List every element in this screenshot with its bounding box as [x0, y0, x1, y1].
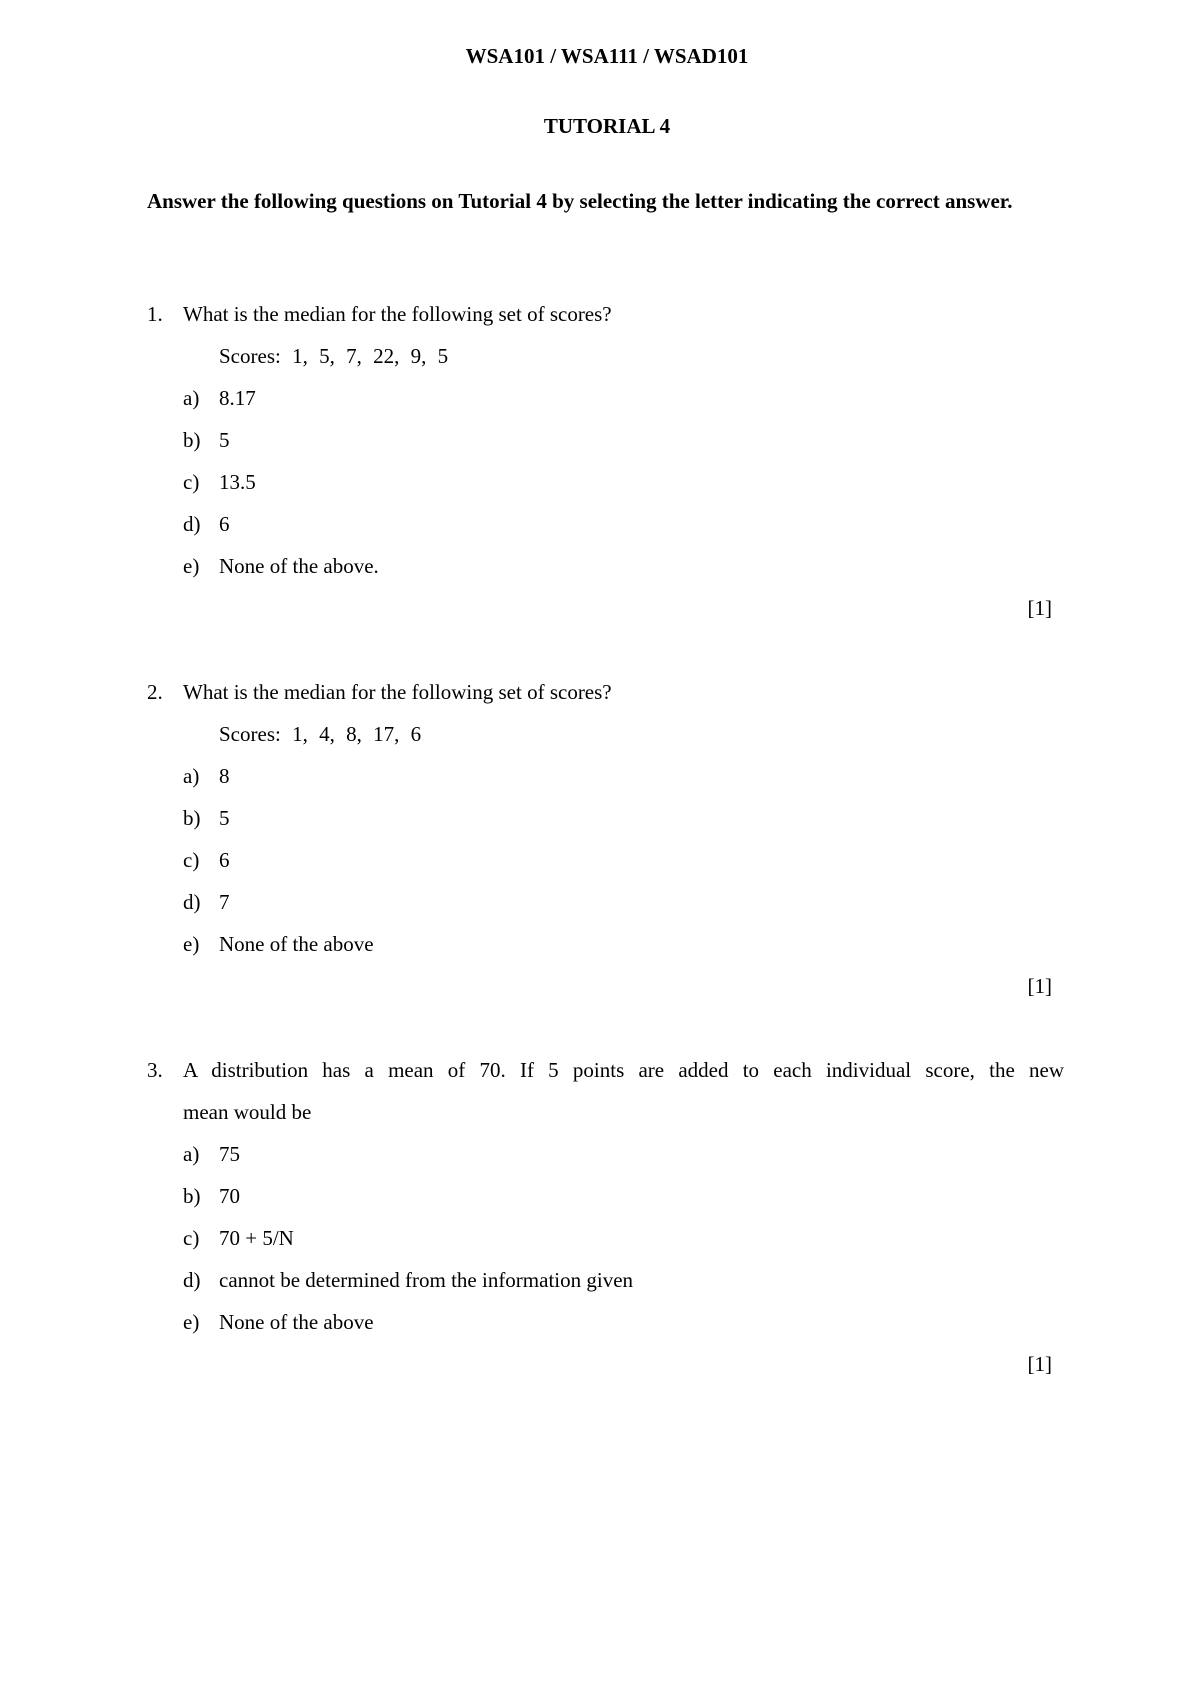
question-stem	[147, 678, 1064, 720]
option-e[interactable]	[147, 1308, 1064, 1350]
question-text: What is the median for the following set of scores?	[183, 302, 612, 326]
question-text: What is the median for the following set of scores?	[183, 680, 612, 704]
option-b[interactable]	[147, 426, 1064, 468]
marks: [1]	[1027, 1352, 1052, 1376]
marks: [1]	[1027, 974, 1052, 998]
option-c[interactable]	[147, 846, 1064, 888]
page-title: TUTORIAL 4	[543, 114, 671, 138]
option-c[interactable]	[147, 468, 1064, 510]
option-text: 7	[219, 890, 230, 914]
option-text: 13.5	[219, 470, 256, 494]
option-letter: c)	[183, 470, 200, 494]
option-letter: d)	[183, 1268, 201, 1292]
option-text: 5	[219, 428, 230, 452]
option-a[interactable]	[147, 1140, 1064, 1182]
option-d[interactable]	[147, 888, 1064, 930]
option-letter: a)	[183, 1142, 200, 1166]
option-text: 70	[219, 1184, 240, 1208]
option-letter: b)	[183, 806, 201, 830]
question-number: 3.	[147, 1058, 163, 1082]
question-2	[147, 678, 1064, 1014]
option-text: 70 + 5/N	[219, 1226, 294, 1250]
question-text: A distribution has a mean of 70. If 5 points are added to each individual score, the new	[183, 1058, 1064, 1082]
option-text: 8.17	[219, 386, 256, 410]
marks-line	[147, 1350, 1064, 1392]
marks: [1]	[1027, 596, 1052, 620]
option-text: cannot be determined from the information given	[219, 1268, 634, 1292]
scores-line	[147, 720, 1064, 762]
option-a[interactable]	[147, 762, 1064, 804]
option-letter: d)	[183, 890, 201, 914]
option-text: 8	[219, 764, 230, 788]
option-e[interactable]	[147, 930, 1064, 972]
option-letter: b)	[183, 1184, 201, 1208]
option-letter: e)	[183, 554, 200, 578]
option-d[interactable]	[147, 1266, 1064, 1308]
scores-line	[147, 342, 1064, 384]
option-c[interactable]	[147, 1224, 1064, 1266]
marks-line	[147, 594, 1064, 636]
scores: Scores: 1, 5, 7, 22, 9, 5	[219, 344, 449, 368]
option-e[interactable]	[147, 552, 1064, 594]
question-stem	[147, 1056, 1064, 1098]
scores: Scores: 1, 4, 8, 17, 6	[219, 722, 422, 746]
question-stem	[147, 300, 1064, 342]
question-number: 2.	[147, 680, 163, 704]
option-letter: c)	[183, 848, 200, 872]
course-codes: WSA101 / WSA111 / WSAD101	[465, 44, 749, 68]
option-text: 6	[219, 512, 230, 536]
option-text: None of the above.	[219, 554, 379, 578]
option-a[interactable]	[147, 384, 1064, 426]
option-text: 5	[219, 806, 230, 830]
option-letter: b)	[183, 428, 201, 452]
instructions: Answer the following questions on Tutorial 4 by selecting the letter indicating the correct answer.	[147, 189, 1013, 213]
option-text: 75	[219, 1142, 240, 1166]
option-d[interactable]	[147, 510, 1064, 552]
option-letter: c)	[183, 1226, 200, 1250]
option-text: None of the above	[219, 932, 374, 956]
question-1	[147, 300, 1064, 636]
option-letter: e)	[183, 932, 200, 956]
option-letter: a)	[183, 764, 200, 788]
option-text: None of the above	[219, 1310, 374, 1334]
question-number: 1.	[147, 302, 163, 326]
question-3	[147, 1056, 1064, 1392]
option-text: 6	[219, 848, 230, 872]
marks-line	[147, 972, 1064, 1014]
question-stem-continued	[147, 1098, 1064, 1140]
option-b[interactable]	[147, 1182, 1064, 1224]
question-text: mean would be	[183, 1100, 312, 1124]
option-b[interactable]	[147, 804, 1064, 846]
option-letter: a)	[183, 386, 200, 410]
option-letter: e)	[183, 1310, 200, 1334]
option-letter: d)	[183, 512, 201, 536]
